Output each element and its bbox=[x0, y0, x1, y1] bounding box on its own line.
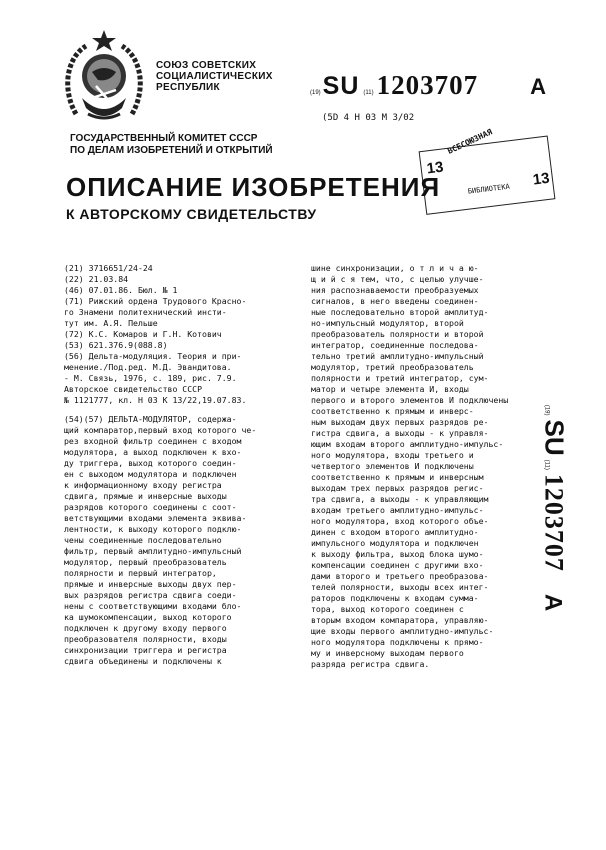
org-line: СОЮЗ СОВЕТСКИХ bbox=[156, 60, 257, 71]
left-column bbox=[64, 263, 296, 667]
side-document-number: 1203707 bbox=[539, 473, 569, 572]
org-line: РЕСПУБЛИК bbox=[156, 82, 220, 93]
claim-line: щий компаратор,первый вход которого че- bbox=[64, 425, 257, 435]
claim-line: щие входы первого амплитудно-импульс- bbox=[311, 626, 494, 636]
claim-line: сдвига, прямые и инверсные выходы bbox=[64, 491, 227, 501]
claim-line: лентности, к выходу которого подклю- bbox=[64, 524, 242, 534]
claim-line: прямые и инверсные выходы двух пер- bbox=[64, 579, 237, 589]
claim-line: нены с соответствующими входами бло- bbox=[64, 601, 242, 611]
claim-line: разрядов которого соединены с соот- bbox=[64, 502, 237, 512]
side-code-11: (11) bbox=[543, 459, 550, 470]
claim-line: вторым входом компаратора, управляю- bbox=[311, 615, 489, 625]
claim-line: первого и второго элементов И подключены bbox=[311, 395, 509, 405]
biblio-line: № 1121777, кл. Н 03 К 13/22,19.07.83. bbox=[64, 395, 247, 405]
claim-line: модулятора, а выход подключен к вхо- bbox=[64, 447, 242, 457]
biblio-line: (56) Дельта-модуляция. Теория и при- bbox=[64, 351, 242, 361]
claim-line: ния распознаваемости преобразуемых bbox=[311, 285, 479, 295]
claim-line: ка шумокомпенсации, выход которого bbox=[64, 612, 232, 622]
claim-line: модулятор, третий преобразователь bbox=[311, 362, 474, 372]
committee-name bbox=[70, 133, 273, 157]
claim-line: четвертого элементов И подключены bbox=[311, 461, 474, 471]
claim-line: шине синхронизации, о т л и ч а ю- bbox=[311, 263, 479, 273]
claim-line: полярности и третий интегратор, сум- bbox=[311, 373, 489, 383]
claim-line: ветствующими входами элемента эквива- bbox=[64, 513, 247, 523]
ussr-emblem bbox=[62, 28, 146, 124]
committee-line: ПО ДЕЛАМ ИЗОБРЕТЕНИЙ И ОТКРЫТИЙ bbox=[70, 145, 273, 156]
claim-line: дами второго и третьего преобразова- bbox=[311, 571, 489, 581]
claim-line: сигналов, в него введены соединен- bbox=[311, 296, 479, 306]
claim-line: соответственно к прямым и инверсным bbox=[311, 472, 484, 482]
claim-line: соответственно к прямым и инверс- bbox=[311, 406, 474, 416]
claim-line: преобразователь полярности и второй bbox=[311, 329, 484, 339]
org-name bbox=[156, 60, 273, 93]
claim-line: фильтр, первый амплитудно-импульсный bbox=[64, 546, 242, 556]
claim-line: рез входной фильтр соединен с входом bbox=[64, 436, 242, 446]
biblio-line: го Знамени политехнический инсти- bbox=[64, 307, 227, 317]
biblio-line: Авторское свидетельство СССР bbox=[64, 384, 203, 394]
claim-line: динен с входом второго амплитудно- bbox=[311, 527, 479, 537]
biblio-line: (21) 3716651/24-24 bbox=[64, 263, 153, 273]
biblio-line: - М. Связь, 1976, с. 189, рис. 7.9. bbox=[64, 373, 237, 383]
right-column bbox=[311, 263, 533, 670]
biblio-line: (53) 621.376.9(088.8) bbox=[64, 340, 168, 350]
claim-line: компенсации соединен с другими вхо- bbox=[311, 560, 484, 570]
claim-line: (54)(57) ДЕЛЬТА-МОДУЛЯТОР, содержа- bbox=[64, 414, 237, 424]
claim-line: гистра сдвига, а выходы - к управля- bbox=[311, 428, 489, 438]
biblio-line: (22) 21.03.84 bbox=[64, 274, 129, 284]
claim-line: ющим входам второго амплитудно-импульс- bbox=[311, 439, 504, 449]
biblio-line: (72) К.С. Комаров и Г.Н. Котович bbox=[64, 329, 222, 339]
country-code: SU bbox=[322, 72, 360, 100]
claim-line: ные последовательно второй амплитуд- bbox=[311, 307, 489, 317]
biblio-line: (46) 07.01.86. Бюл. № 1 bbox=[64, 285, 178, 295]
claim-line: тельно третий амплитудно-импульсный bbox=[311, 351, 484, 361]
claim-line: входам третьего амплитудно-импульс- bbox=[311, 505, 484, 515]
document-number: 1203707 bbox=[376, 70, 479, 100]
claim-line: но-импульсный модулятор, второй bbox=[311, 318, 464, 328]
stamp-subtext: БИБЛИОТЕКА bbox=[467, 182, 511, 196]
patent-number bbox=[310, 70, 546, 101]
biblio-line: (71) Рижский ордена Трудового Красно- bbox=[64, 296, 247, 306]
document-title: ОПИСАНИЕ ИЗОБРЕТЕНИЯ bbox=[66, 172, 441, 202]
claim-line: к выходу фильтра, выход блока шумо- bbox=[311, 549, 484, 559]
claim-line: разряда регистра сдвига. bbox=[311, 659, 430, 669]
code-11: (11) bbox=[363, 90, 374, 96]
side-code-19: (19) bbox=[543, 404, 550, 416]
claim-line: импульсного модулятора и подключен bbox=[311, 538, 479, 548]
claim-line: тора, выход которого соединен с bbox=[311, 604, 464, 614]
claim-text-left bbox=[64, 414, 296, 667]
claim-line: тра сдвига, а выходы - к управляющим bbox=[311, 494, 489, 504]
claim-line: чены соединенные последовательно bbox=[64, 535, 222, 545]
claim-line: вых разрядов регистра сдвига соеди- bbox=[64, 590, 237, 600]
stamp-number-left: 13 bbox=[425, 158, 445, 178]
claim-line: синхронизации триггера и регистра bbox=[64, 645, 227, 655]
claim-line: ду триггера, выход которого соедин- bbox=[64, 458, 237, 468]
claim-line: модулятор, первый преобразователь bbox=[64, 557, 227, 567]
claim-line: выходам трех первых разрядов регис- bbox=[311, 483, 484, 493]
claim-line: му и инверсному выходам первого bbox=[311, 648, 464, 658]
claim-line: ного модулятора, входы третьего и bbox=[311, 450, 474, 460]
committee-line: ГОСУДАРСТВЕННЫЙ КОМИТЕТ СССР bbox=[70, 133, 258, 144]
claim-line: к информационному входу регистра bbox=[64, 480, 222, 490]
side-patent-number bbox=[536, 356, 572, 660]
code-19: (19) bbox=[310, 90, 321, 96]
org-line: СОЦИАЛИСТИЧЕСКИХ bbox=[156, 71, 273, 82]
biblio-line: тут им. А.Я. Пельше bbox=[64, 318, 158, 328]
ipc-class: (5D 4 Н 03 М 3/02 bbox=[322, 113, 415, 123]
claim-line: сдвига объединены и подключены к bbox=[64, 656, 222, 666]
side-country-code: SU bbox=[539, 419, 570, 456]
claim-line: ным выходам двух первых разрядов ре- bbox=[311, 417, 489, 427]
claim-line: раторов подключены к входам сумма- bbox=[311, 593, 479, 603]
claim-line: полярности и первый интегратор, bbox=[64, 568, 217, 578]
claim-line: ного модулятора подключены к прямо- bbox=[311, 637, 484, 647]
claim-line: преобразователя полярности, входы bbox=[64, 634, 227, 644]
claim-line: телей полярности, выходы всех интег- bbox=[311, 582, 489, 592]
side-document-kind: A bbox=[539, 593, 567, 612]
bibliographic-data bbox=[64, 263, 296, 406]
stamp-text: ВСЕСОЮЗНАЯ bbox=[446, 127, 494, 156]
claim-line: матор и четыре элемента И, входы bbox=[311, 384, 469, 394]
document-subtitle: К АВТОРСКОМУ СВИДЕТЕЛЬСТВУ bbox=[66, 206, 317, 222]
claim-line: интегратор, соединенные последова- bbox=[311, 340, 479, 350]
stamp-number-right: 13 bbox=[531, 169, 551, 189]
claim-line: ен с выходом модулятора и подключен bbox=[64, 469, 237, 479]
claim-line: подключен к другому входу первого bbox=[64, 623, 227, 633]
claim-line: щ и й с я тем, что, с целью улучше- bbox=[311, 274, 484, 284]
document-kind: A bbox=[530, 74, 547, 99]
biblio-line: менение./Под.ред. М.Д. Эвандитова. bbox=[64, 362, 232, 372]
claim-line: ного модулятора, вход которого объе- bbox=[311, 516, 489, 526]
